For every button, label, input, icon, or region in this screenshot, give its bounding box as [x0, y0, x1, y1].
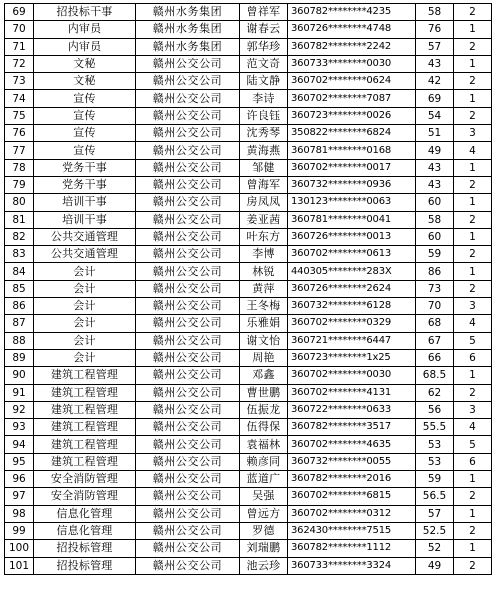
cell-post: 党务干事 [34, 159, 136, 176]
cell-org: 赣州公交公司 [136, 453, 240, 470]
cell-post: 宣传 [34, 142, 136, 159]
cell-idcard: 360702********7087 [288, 90, 416, 107]
cell-seq: 96 [5, 471, 34, 488]
cell-seq: 85 [5, 280, 34, 297]
cell-score: 59 [416, 471, 454, 488]
cell-name: 范文奇 [240, 55, 288, 72]
cell-idcard: 360702********0329 [288, 315, 416, 332]
cell-name: 赖彦同 [240, 453, 288, 470]
cell-seq: 99 [5, 522, 34, 539]
table-row [5, 453, 492, 470]
cell-post: 公共交通管理 [34, 228, 136, 245]
table-row [5, 436, 492, 453]
table-row [5, 349, 492, 366]
cell-org: 赣州公交公司 [136, 176, 240, 193]
cell-rank: 4 [454, 315, 492, 332]
cell-post: 建筑工程管理 [34, 384, 136, 401]
table-row [5, 4, 492, 21]
cell-score: 49 [416, 557, 454, 574]
cell-score: 54 [416, 107, 454, 124]
table-row [5, 38, 492, 55]
table-row [5, 21, 492, 38]
cell-post: 会计 [34, 280, 136, 297]
cell-post: 内审员 [34, 21, 136, 38]
table-row [5, 90, 492, 107]
cell-name: 邓鑫 [240, 367, 288, 384]
cell-org: 赣州公交公司 [136, 436, 240, 453]
cell-idcard: 362430********7515 [288, 522, 416, 539]
table-row [5, 228, 492, 245]
cell-score: 76 [416, 21, 454, 38]
cell-name: 黄海燕 [240, 142, 288, 159]
cell-org: 赣州水务集团 [136, 21, 240, 38]
cell-score: 42 [416, 73, 454, 90]
cell-post: 公共交通管理 [34, 246, 136, 263]
cell-rank: 6 [454, 453, 492, 470]
cell-idcard: 350822********6824 [288, 125, 416, 142]
cell-post: 文秘 [34, 73, 136, 90]
cell-post: 文秘 [34, 55, 136, 72]
cell-idcard: 360702********0312 [288, 505, 416, 522]
cell-score: 52.5 [416, 522, 454, 539]
cell-score: 69 [416, 90, 454, 107]
table-row [5, 540, 492, 557]
cell-name: 伍得保 [240, 419, 288, 436]
cell-post: 会计 [34, 298, 136, 315]
cell-idcard: 360726********2624 [288, 280, 416, 297]
cell-post: 宣传 [34, 107, 136, 124]
cell-org: 赣州水务集团 [136, 38, 240, 55]
cell-name: 周艳 [240, 349, 288, 366]
cell-org: 赣州公交公司 [136, 142, 240, 159]
cell-org: 赣州水务集团 [136, 4, 240, 21]
cell-idcard: 360723********1x25 [288, 349, 416, 366]
cell-post: 建筑工程管理 [34, 401, 136, 418]
cell-score: 58 [416, 4, 454, 21]
cell-idcard: 360781********0041 [288, 211, 416, 228]
cell-org: 赣州公交公司 [136, 367, 240, 384]
cell-seq: 88 [5, 332, 34, 349]
cell-name: 吴强 [240, 488, 288, 505]
cell-seq: 86 [5, 298, 34, 315]
cell-name: 李诗 [240, 90, 288, 107]
table-row [5, 211, 492, 228]
cell-score: 53 [416, 453, 454, 470]
cell-org: 赣州公交公司 [136, 419, 240, 436]
cell-score: 56 [416, 401, 454, 418]
cell-seq: 87 [5, 315, 34, 332]
cell-seq: 79 [5, 176, 34, 193]
cell-rank: 1 [454, 471, 492, 488]
cell-name: 刘瑞鹏 [240, 540, 288, 557]
cell-seq: 98 [5, 505, 34, 522]
cell-score: 60 [416, 228, 454, 245]
table-row [5, 557, 492, 574]
table-row [5, 522, 492, 539]
cell-name: 叶东方 [240, 228, 288, 245]
cell-seq: 69 [5, 4, 34, 21]
cell-seq: 94 [5, 436, 34, 453]
cell-post: 培训干事 [34, 194, 136, 211]
cell-rank: 4 [454, 142, 492, 159]
cell-post: 信息化管理 [34, 522, 136, 539]
cell-score: 57 [416, 505, 454, 522]
table-row [5, 159, 492, 176]
cell-rank: 2 [454, 384, 492, 401]
cell-name: 曾祥军 [240, 4, 288, 21]
cell-score: 86 [416, 263, 454, 280]
cell-idcard: 360726********0013 [288, 228, 416, 245]
cell-rank: 2 [454, 522, 492, 539]
cell-rank: 1 [454, 367, 492, 384]
cell-idcard: 360782********2016 [288, 471, 416, 488]
cell-post: 招投标管理 [34, 557, 136, 574]
table-row [5, 367, 492, 384]
cell-seq: 91 [5, 384, 34, 401]
cell-rank: 2 [454, 246, 492, 263]
cell-name: 谢文怡 [240, 332, 288, 349]
cell-rank: 1 [454, 540, 492, 557]
cell-post: 建筑工程管理 [34, 453, 136, 470]
cell-post: 建筑工程管理 [34, 419, 136, 436]
table-row [5, 73, 492, 90]
cell-name: 郭华珍 [240, 38, 288, 55]
cell-seq: 81 [5, 211, 34, 228]
cell-name: 伍振龙 [240, 401, 288, 418]
cell-name: 谢春云 [240, 21, 288, 38]
cell-idcard: 130123********0063 [288, 194, 416, 211]
cell-post: 培训干事 [34, 211, 136, 228]
cell-org: 赣州公交公司 [136, 505, 240, 522]
cell-rank: 5 [454, 436, 492, 453]
cell-name: 姜亚茜 [240, 211, 288, 228]
cell-rank: 3 [454, 125, 492, 142]
cell-idcard: 360702********6815 [288, 488, 416, 505]
cell-name: 蓝道广 [240, 471, 288, 488]
cell-name: 房凤凤 [240, 194, 288, 211]
cell-org: 赣州公交公司 [136, 55, 240, 72]
cell-idcard: 360726********4748 [288, 21, 416, 38]
cell-rank: 2 [454, 38, 492, 55]
table-row [5, 315, 492, 332]
cell-rank: 6 [454, 349, 492, 366]
cell-idcard: 360722********0633 [288, 401, 416, 418]
cell-idcard: 360702********4635 [288, 436, 416, 453]
cell-idcard: 360732********6128 [288, 298, 416, 315]
cell-rank: 5 [454, 332, 492, 349]
cell-idcard: 360732********0055 [288, 453, 416, 470]
cell-rank: 2 [454, 557, 492, 574]
cell-seq: 83 [5, 246, 34, 263]
cell-post: 建筑工程管理 [34, 367, 136, 384]
cell-rank: 3 [454, 401, 492, 418]
table-row [5, 419, 492, 436]
cell-rank: 1 [454, 505, 492, 522]
cell-score: 43 [416, 176, 454, 193]
cell-post: 会计 [34, 315, 136, 332]
cell-idcard: 360782********3517 [288, 419, 416, 436]
cell-name: 曾远方 [240, 505, 288, 522]
cell-seq: 97 [5, 488, 34, 505]
cell-post: 内审员 [34, 38, 136, 55]
cell-score: 59 [416, 246, 454, 263]
cell-post: 宣传 [34, 125, 136, 142]
cell-org: 赣州公交公司 [136, 73, 240, 90]
cell-org: 赣州公交公司 [136, 263, 240, 280]
cell-score: 55.5 [416, 419, 454, 436]
cell-org: 赣州公交公司 [136, 471, 240, 488]
cell-seq: 95 [5, 453, 34, 470]
cell-seq: 93 [5, 419, 34, 436]
cell-name: 沈秀琴 [240, 125, 288, 142]
cell-post: 会计 [34, 263, 136, 280]
cell-rank: 2 [454, 488, 492, 505]
table-row [5, 471, 492, 488]
cell-seq: 101 [5, 557, 34, 574]
cell-idcard: 360702********4131 [288, 384, 416, 401]
cell-score: 58 [416, 211, 454, 228]
cell-seq: 70 [5, 21, 34, 38]
cell-seq: 71 [5, 38, 34, 55]
cell-org: 赣州公交公司 [136, 194, 240, 211]
cell-idcard: 440305********283X [288, 263, 416, 280]
table-row [5, 384, 492, 401]
cell-seq: 80 [5, 194, 34, 211]
table-row [5, 246, 492, 263]
cell-org: 赣州公交公司 [136, 557, 240, 574]
cell-rank: 1 [454, 21, 492, 38]
cell-rank: 1 [454, 55, 492, 72]
cell-seq: 77 [5, 142, 34, 159]
cell-org: 赣州公交公司 [136, 211, 240, 228]
table-row [5, 505, 492, 522]
cell-name: 李博 [240, 246, 288, 263]
cell-org: 赣州公交公司 [136, 315, 240, 332]
cell-score: 53 [416, 436, 454, 453]
cell-idcard: 360723********0026 [288, 107, 416, 124]
cell-post: 信息化管理 [34, 505, 136, 522]
cell-rank: 2 [454, 176, 492, 193]
cell-org: 赣州公交公司 [136, 349, 240, 366]
cell-score: 60 [416, 194, 454, 211]
cell-idcard: 360782********2242 [288, 38, 416, 55]
cell-name: 曹世鹏 [240, 384, 288, 401]
cell-rank: 2 [454, 107, 492, 124]
cell-org: 赣州公交公司 [136, 522, 240, 539]
cell-idcard: 360782********1112 [288, 540, 416, 557]
cell-score: 43 [416, 159, 454, 176]
cell-idcard: 360782********4235 [288, 4, 416, 21]
cell-score: 67 [416, 332, 454, 349]
cell-post: 招投标管理 [34, 540, 136, 557]
cell-org: 赣州公交公司 [136, 540, 240, 557]
cell-org: 赣州公交公司 [136, 384, 240, 401]
cell-score: 56.5 [416, 488, 454, 505]
cell-rank: 2 [454, 73, 492, 90]
cell-name: 王冬梅 [240, 298, 288, 315]
cell-idcard: 360732********0936 [288, 176, 416, 193]
cell-name: 池云珍 [240, 557, 288, 574]
cell-org: 赣州公交公司 [136, 488, 240, 505]
results-table [4, 3, 492, 575]
cell-name: 乐雅娟 [240, 315, 288, 332]
cell-seq: 90 [5, 367, 34, 384]
results-table-body [5, 4, 492, 575]
cell-org: 赣州公交公司 [136, 125, 240, 142]
cell-rank: 1 [454, 263, 492, 280]
cell-rank: 2 [454, 211, 492, 228]
cell-score: 49 [416, 142, 454, 159]
cell-name: 罗德 [240, 522, 288, 539]
cell-rank: 1 [454, 90, 492, 107]
cell-score: 62 [416, 384, 454, 401]
cell-score: 73 [416, 280, 454, 297]
table-row [5, 125, 492, 142]
cell-idcard: 360733********0030 [288, 55, 416, 72]
cell-post: 建筑工程管理 [34, 436, 136, 453]
table-row [5, 401, 492, 418]
cell-seq: 74 [5, 90, 34, 107]
cell-org: 赣州公交公司 [136, 90, 240, 107]
cell-name: 林锐 [240, 263, 288, 280]
cell-score: 68 [416, 315, 454, 332]
cell-rank: 1 [454, 159, 492, 176]
table-row [5, 488, 492, 505]
cell-idcard: 360702********0624 [288, 73, 416, 90]
cell-org: 赣州公交公司 [136, 280, 240, 297]
cell-rank: 2 [454, 4, 492, 21]
table-row [5, 176, 492, 193]
cell-score: 57 [416, 38, 454, 55]
cell-seq: 89 [5, 349, 34, 366]
cell-seq: 72 [5, 55, 34, 72]
cell-seq: 75 [5, 107, 34, 124]
cell-rank: 1 [454, 228, 492, 245]
cell-score: 52 [416, 540, 454, 557]
cell-post: 会计 [34, 349, 136, 366]
cell-seq: 76 [5, 125, 34, 142]
cell-score: 51 [416, 125, 454, 142]
cell-name: 许良钰 [240, 107, 288, 124]
cell-rank: 4 [454, 419, 492, 436]
table-row [5, 332, 492, 349]
cell-org: 赣州公交公司 [136, 246, 240, 263]
cell-post: 招投标干事 [34, 4, 136, 21]
cell-post: 会计 [34, 332, 136, 349]
cell-rank: 1 [454, 194, 492, 211]
cell-idcard: 360721********6447 [288, 332, 416, 349]
cell-seq: 73 [5, 73, 34, 90]
cell-org: 赣州公交公司 [136, 107, 240, 124]
cell-rank: 3 [454, 298, 492, 315]
table-row [5, 194, 492, 211]
table-row [5, 280, 492, 297]
cell-name: 袁福林 [240, 436, 288, 453]
cell-post: 安全消防管理 [34, 488, 136, 505]
cell-post: 安全消防管理 [34, 471, 136, 488]
cell-seq: 78 [5, 159, 34, 176]
cell-score: 68.5 [416, 367, 454, 384]
cell-name: 邹健 [240, 159, 288, 176]
table-row [5, 107, 492, 124]
table-row [5, 142, 492, 159]
table-row [5, 55, 492, 72]
cell-idcard: 360702********0613 [288, 246, 416, 263]
table-row [5, 298, 492, 315]
cell-seq: 84 [5, 263, 34, 280]
cell-org: 赣州公交公司 [136, 298, 240, 315]
cell-idcard: 360733********3324 [288, 557, 416, 574]
cell-name: 曾海军 [240, 176, 288, 193]
cell-name: 黄萍 [240, 280, 288, 297]
cell-org: 赣州公交公司 [136, 332, 240, 349]
cell-score: 66 [416, 349, 454, 366]
cell-name: 陆文静 [240, 73, 288, 90]
cell-post: 党务干事 [34, 176, 136, 193]
cell-score: 43 [416, 55, 454, 72]
cell-idcard: 360702********0030 [288, 367, 416, 384]
cell-rank: 2 [454, 280, 492, 297]
cell-org: 赣州公交公司 [136, 159, 240, 176]
cell-org: 赣州公交公司 [136, 401, 240, 418]
cell-seq: 82 [5, 228, 34, 245]
cell-score: 70 [416, 298, 454, 315]
table-row [5, 263, 492, 280]
cell-idcard: 360781********0168 [288, 142, 416, 159]
cell-post: 宣传 [34, 90, 136, 107]
cell-seq: 100 [5, 540, 34, 557]
cell-idcard: 360702********0017 [288, 159, 416, 176]
cell-seq: 92 [5, 401, 34, 418]
cell-org: 赣州公交公司 [136, 228, 240, 245]
